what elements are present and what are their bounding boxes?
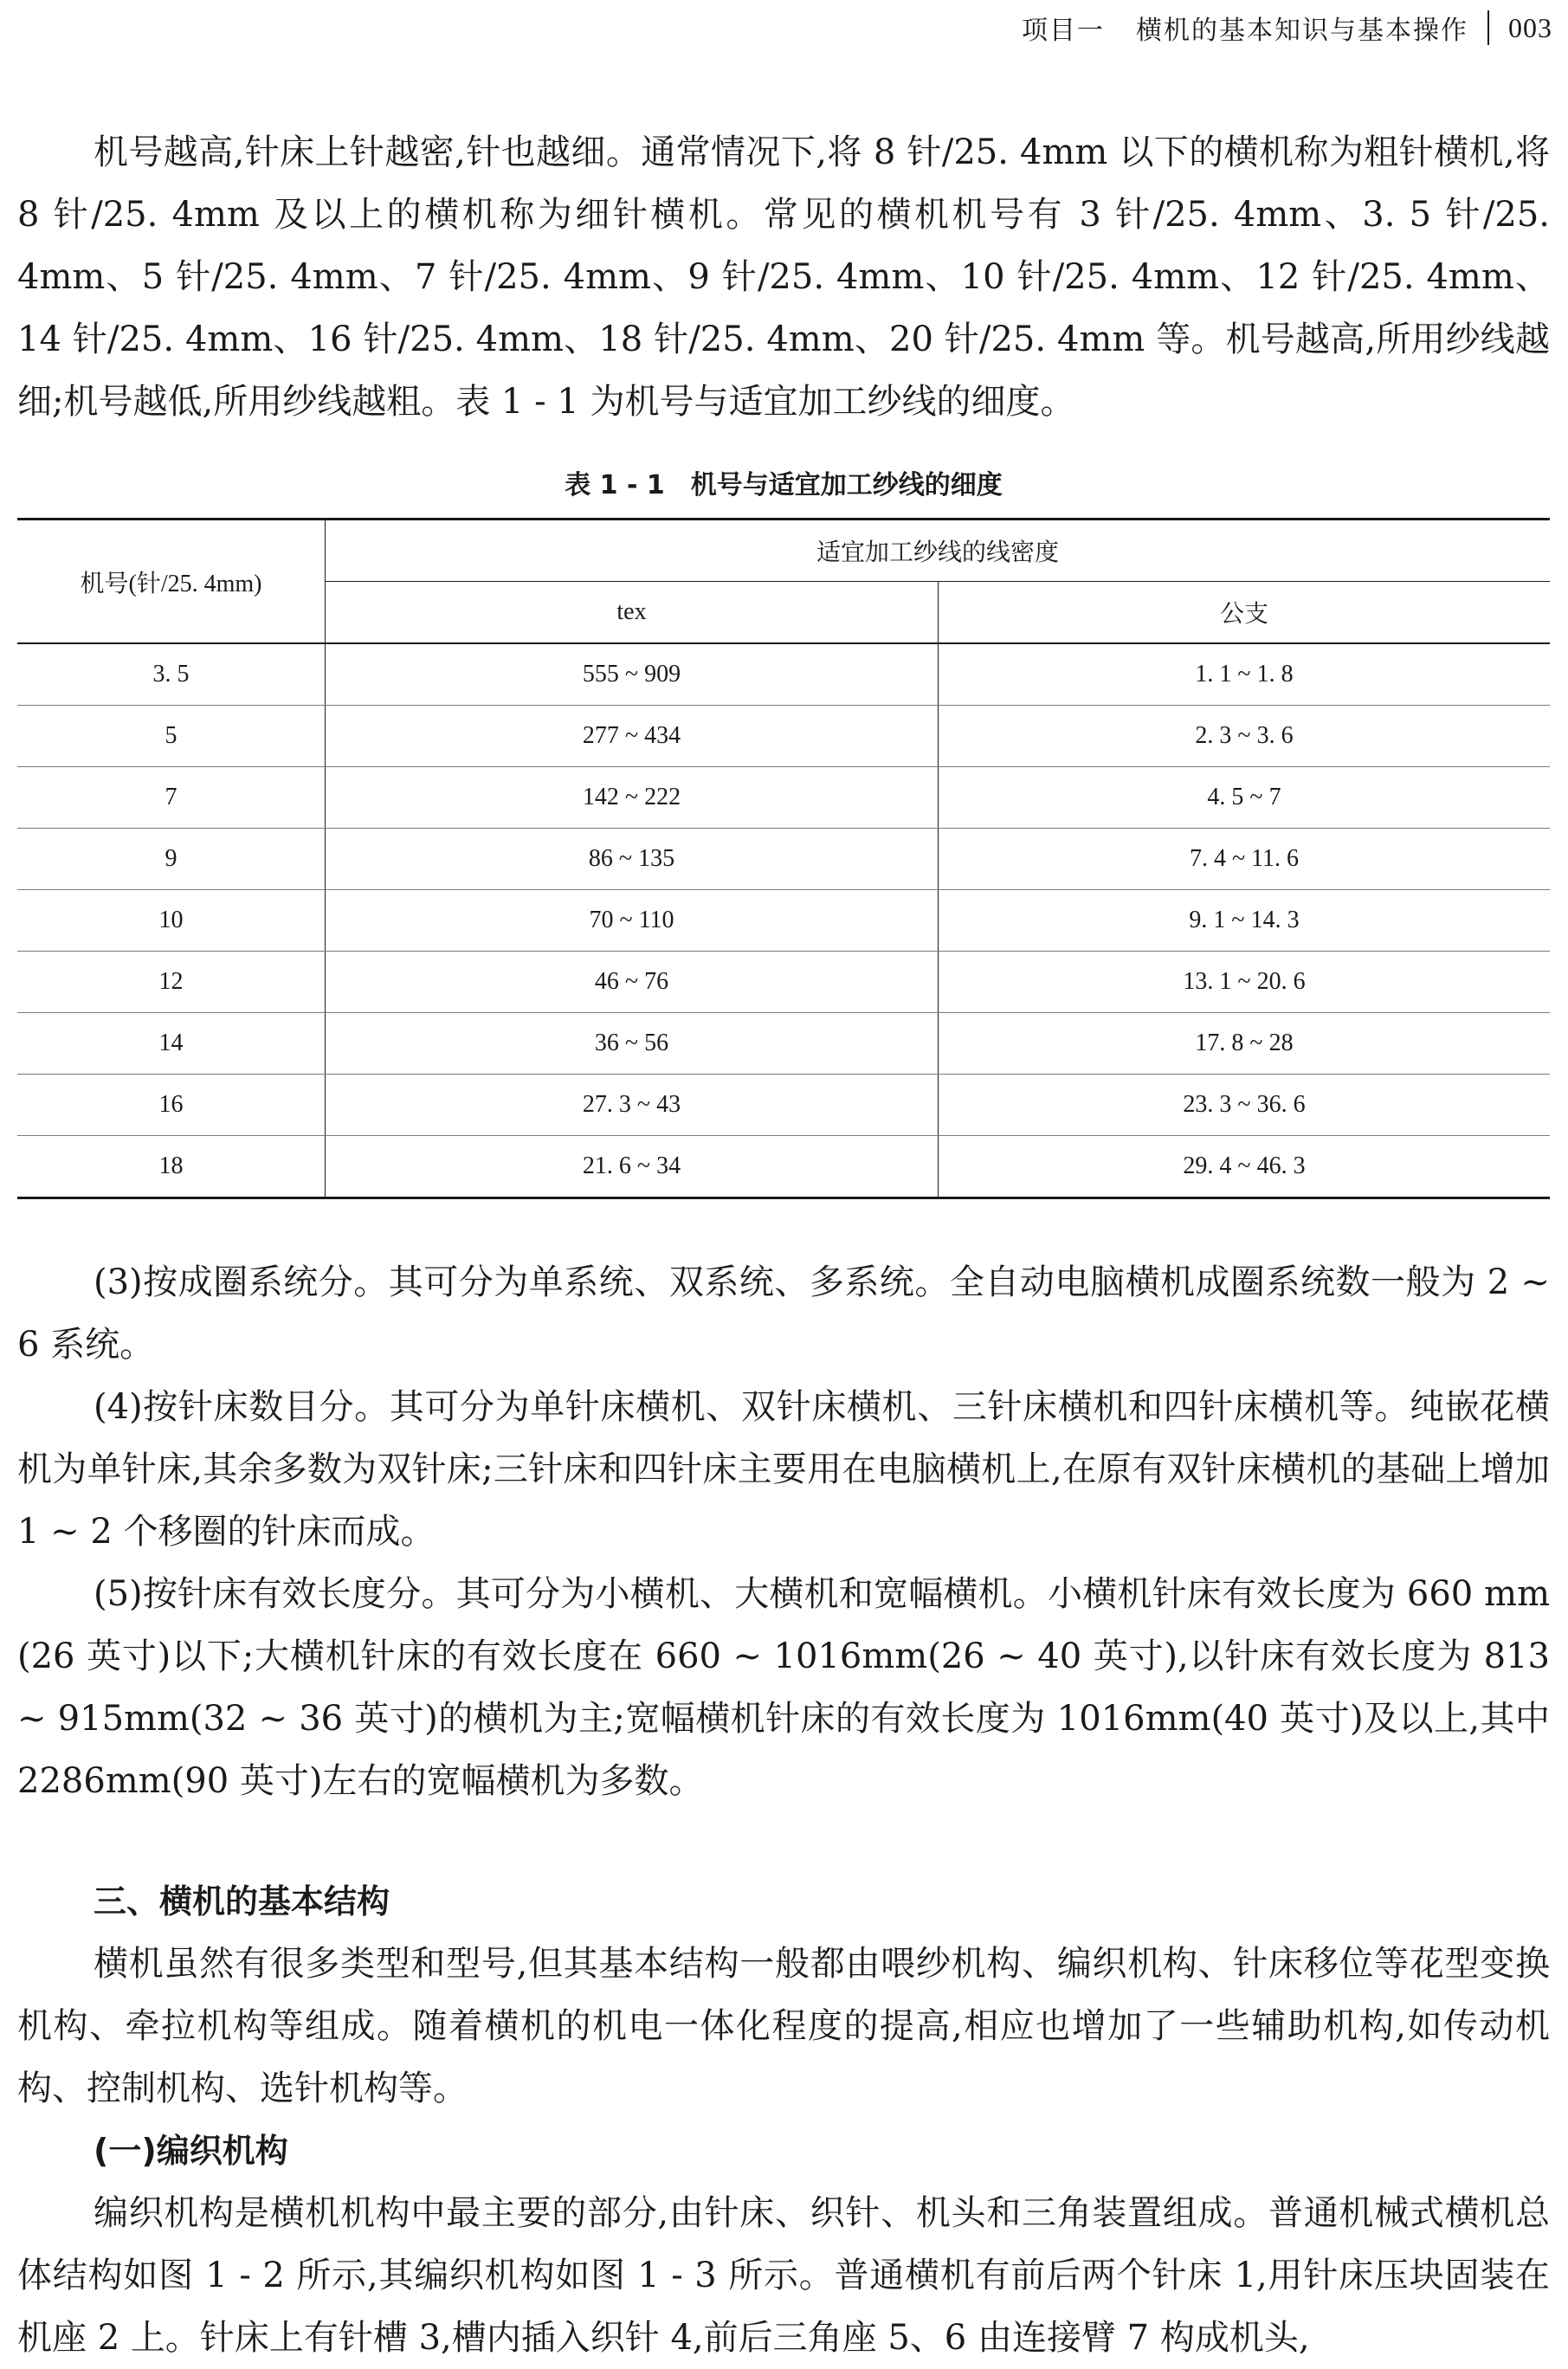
cell-metric: 2. 3 ~ 3. 6 — [939, 706, 1551, 767]
gauge-yarn-table — [17, 518, 1550, 1199]
table-row — [17, 1136, 1550, 1198]
header-metric-count: 公支 — [939, 582, 1551, 644]
subsection-paragraph: 编织机构是横机机构中最主要的部分,由针床、织针、机头和三角装置组成。普通机械式横机总体结构如图 1 - 2 所示,其编织机构如图 1 - 3 所示。普通横机有前后两个针床 1,用针床压块固装在机座 2 上。针床上有针槽 3,槽内插入织针 4,前后三角座 5、6 由连接臂 7 构成机头, — [17, 2193, 1550, 2358]
cell-gauge: 16 — [17, 1075, 326, 1136]
paragraph-by-bed-length: (5)按针床有效长度分。其可分为小横机、大横机和宽幅横机。小横机针床有效长度为 660 mm (26 英寸)以下;大横机针床的有效长度在 660 ~ 1016mm(26 ~ 40 英寸),以针床有效长度为 813 ~ 915mm(32 ~ 36 英寸)的横机为主;宽幅横机针床的有效长度为 1016mm(40 英寸)及以上,其中 2286mm(90 英寸)左右的宽幅横机为多数。 — [17, 1574, 1550, 1801]
structure-section — [17, 1870, 1550, 2369]
cell-gauge: 18 — [158, 1152, 184, 1179]
cell-metric: 29. 4 ~ 46. 3 — [939, 1136, 1551, 1198]
table-row — [17, 706, 1550, 767]
table-caption: 表 1 - 1 机号与适宜加工纱线的细度 — [565, 470, 1003, 500]
cell-tex: 277 ~ 434 — [326, 706, 939, 767]
cell-tex: 36 ~ 56 — [326, 1013, 939, 1075]
table-row — [17, 767, 1550, 829]
header-linear-density: 适宜加工纱线的线密度 — [326, 520, 1551, 582]
cell-gauge: 12 — [17, 952, 326, 1013]
cell-gauge: 9 — [17, 829, 326, 890]
table-row — [17, 1075, 1550, 1136]
page-number: 003 — [1508, 11, 1552, 43]
cell-tex: 21. 6 ~ 34 — [326, 1136, 939, 1198]
cell-tex: 555 ~ 909 — [326, 643, 939, 706]
cell-metric: 17. 8 ~ 28 — [939, 1013, 1551, 1075]
cell-metric: 9. 1 ~ 14. 3 — [939, 890, 1551, 952]
classification-block — [17, 1251, 1550, 1812]
header-gauge: 机号(针/25. 4mm) — [80, 570, 262, 597]
paragraph-by-needle-bed: (4)按针床数目分。其可分为单针床横机、双针床横机、三针床横机和四针床横机等。纯嵌花横机为单针床,其余多数为双针床;三针床和四针床主要用在电脑横机上,在原有双针床横机的基础上增加 1 ~ 2 个移圈的针床而成。 — [17, 1387, 1550, 1552]
intro-paragraph: 机号越高,针床上针越密,针也越细。通常情况下,将 8 针/25. 4mm 以下的横机称为粗针横机,将 8 针/25. 4mm 及以上的横机称为细针横机。常见的横机机号有 3 针/25. 4mm、3. 5 针/25. 4mm、5 针/25. 4mm、7 针/25. 4mm、9 针/25. 4mm、10 针/25. 4mm、12 针/25. 4mm、14 针/25. 4mm、16 针/25. 4mm、18 针/25. 4mm、20 针/25. 4mm 等。机号越高,所用纱线越细;机号越低,所用纱线越粗。表 1 - 1 为机号与适宜加工纱线的细度。 — [17, 132, 1550, 422]
section-paragraph: 横机虽然有很多类型和型号,但其基本结构一般都由喂纱机构、编织机构、针床移位等花型变换机构、牵拉机构等组成。随着横机的机电一体化程度的提高,相应也增加了一些辅助机构,如传动机构、控制机构、选针机构等。 — [17, 1944, 1550, 2108]
cell-gauge: 14 — [17, 1013, 326, 1075]
cell-gauge: 5 — [17, 706, 326, 767]
cell-tex: 86 ~ 135 — [326, 829, 939, 890]
cell-metric: 7. 4 ~ 11. 6 — [939, 829, 1551, 890]
cell-tex: 142 ~ 222 — [326, 767, 939, 829]
intro-block — [17, 121, 1550, 433]
table-row — [17, 952, 1550, 1013]
section-heading: 三、横机的基本结构 — [94, 1882, 390, 1920]
cell-gauge: 3. 5 — [17, 643, 326, 706]
cell-tex: 46 ~ 76 — [326, 952, 939, 1013]
table-row — [17, 890, 1550, 952]
cell-metric: 23. 3 ~ 36. 6 — [939, 1075, 1551, 1136]
running-header — [1022, 7, 1552, 48]
cell-tex: 70 ~ 110 — [326, 890, 939, 952]
cell-gauge: 10 — [17, 890, 326, 952]
table-body — [17, 643, 1550, 1198]
cell-gauge: 7 — [17, 767, 326, 829]
subsection-heading: (一)编织机构 — [94, 2132, 288, 2170]
table-row — [17, 829, 1550, 890]
cell-metric: 13. 1 ~ 20. 6 — [939, 952, 1551, 1013]
table-row — [17, 1013, 1550, 1075]
cell-tex: 27. 3 ~ 43 — [326, 1075, 939, 1136]
cell-metric: 1. 1 ~ 1. 8 — [939, 643, 1551, 706]
table-header — [17, 520, 1550, 644]
cell-metric: 4. 5 ~ 7 — [939, 767, 1551, 829]
header-title: 横机的基本知识与基本操作 — [1136, 16, 1468, 46]
paragraph-by-system: (3)按成圈系统分。其可分为单系统、双系统、多系统。全自动电脑横机成圈系统数一般为 2 ~ 6 系统。 — [17, 1262, 1550, 1365]
table-row — [17, 643, 1550, 706]
header-tex: tex — [326, 582, 939, 644]
header-section: 项目一 — [1022, 16, 1105, 46]
header-divider — [1487, 10, 1489, 45]
